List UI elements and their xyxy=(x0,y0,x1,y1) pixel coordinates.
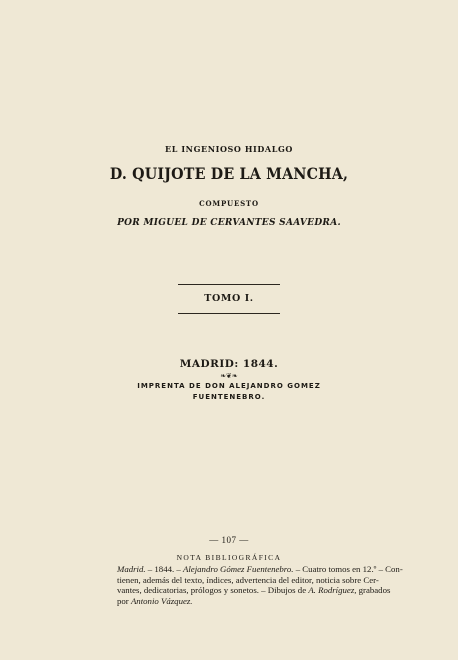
note-line xyxy=(117,574,379,586)
note-italic-text: Madrid. xyxy=(117,564,146,574)
author-line: POR MIGUEL DE CERVANTES SAAVEDRA. xyxy=(117,218,341,228)
note-text: tienen, además del texto, índices, advertencia del editor, noticia sobre Cer- xyxy=(117,574,379,585)
title-line-hidalgo: EL INGENIOSO HIDALGO xyxy=(165,144,293,154)
note-text: por xyxy=(117,595,131,606)
bibliographic-note xyxy=(117,564,403,606)
note-line xyxy=(117,596,361,607)
volume-bottom-rule xyxy=(178,313,280,314)
main-title: D. QUIJOTE DE LA MANCHA, xyxy=(109,164,349,183)
page-number: — 107 — xyxy=(209,535,249,545)
volume-label: TOMO I. xyxy=(204,293,254,304)
volume-top-rule xyxy=(178,284,280,285)
note-text: – 1844. – xyxy=(145,564,183,574)
title-line-compuesto: COMPUESTO xyxy=(199,199,259,208)
place-date: MADRID: 1844. xyxy=(179,358,279,370)
note-line xyxy=(117,585,391,596)
printer-line: IMPRENTA DE DON ALEJANDRO GOMEZ xyxy=(137,382,321,390)
note-line xyxy=(117,564,403,575)
note-italic-text: Alejandro Gómez Fuentenebro. xyxy=(182,564,294,574)
note-text: , grabados xyxy=(354,585,391,595)
note-text: – Cuatro tomos en 12.º – Con- xyxy=(293,564,403,574)
printer-line-2: FUENTENEBRO. xyxy=(192,393,266,401)
note-title: NOTA BIBLIOGRÁFICA xyxy=(176,553,282,562)
note-text: vantes, dedicatorias, prólogos y sonetos. – Dibujos de xyxy=(117,585,309,595)
note-italic-text: A. Rodríguez xyxy=(308,585,355,595)
fleuron-ornament: ❧❦❧ xyxy=(220,372,238,380)
note-italic-text: Antonio Vázquez. xyxy=(130,595,193,606)
